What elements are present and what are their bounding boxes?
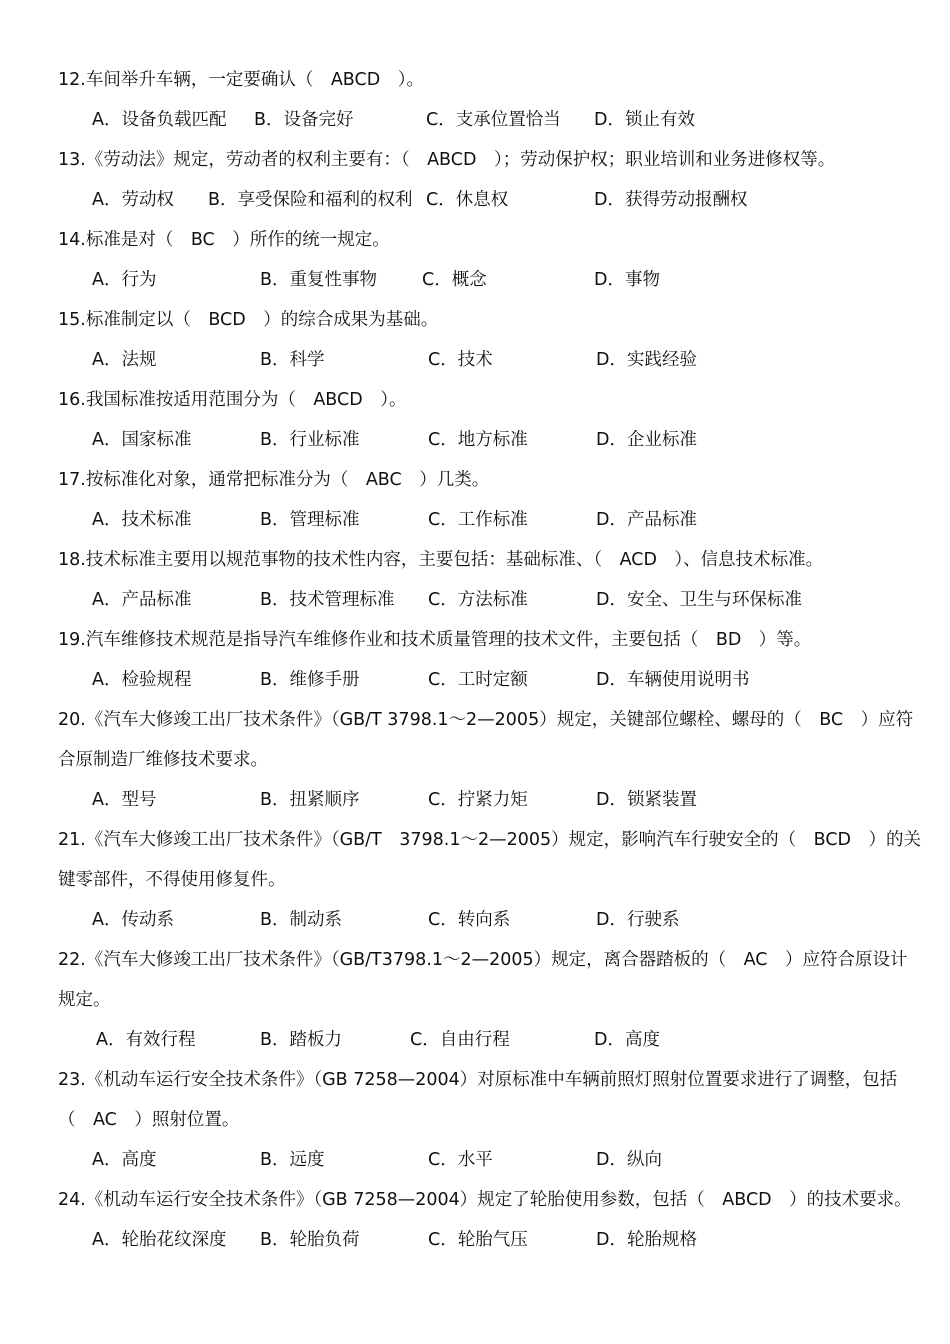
question-14-options bbox=[92, 260, 660, 300]
option-c: C．轮胎气压 bbox=[428, 1230, 528, 1250]
question-24-text: 24.《机动车运行安全技术条件》（GB 7258—2004）规定了轮胎使用参数，包括（ ABCD ）的技术要求。 bbox=[58, 1190, 912, 1210]
question-18-options bbox=[92, 580, 802, 620]
question-20-text-continued: 合原制造厂维修技术要求。 bbox=[58, 750, 268, 770]
question-24-options bbox=[92, 1220, 697, 1260]
question-17-text: 17.按标准化对象，通常把标准分为（ ABC ）几类。 bbox=[58, 470, 490, 490]
option-d: D．高度 bbox=[594, 1030, 660, 1050]
option-c: C．拧紧力矩 bbox=[428, 790, 528, 810]
question-15-options bbox=[92, 340, 697, 380]
option-d: D．锁止有效 bbox=[594, 110, 695, 130]
option-d: D．车辆使用说明书 bbox=[596, 670, 750, 690]
question-15-text: 15.标准制定以（ BCD ）的综合成果为基础。 bbox=[58, 310, 439, 330]
option-c: C．方法标准 bbox=[428, 590, 528, 610]
option-b: B．重复性事物 bbox=[260, 270, 378, 290]
option-b: B．轮胎负荷 bbox=[260, 1230, 360, 1250]
question-12-options bbox=[92, 100, 695, 140]
option-c: C．地方标准 bbox=[428, 430, 528, 450]
option-d: D．安全、卫生与环保标准 bbox=[596, 590, 802, 610]
option-b: B．踏板力 bbox=[260, 1030, 343, 1050]
option-a: A．国家标准 bbox=[92, 430, 192, 450]
question-13-text: 13.《劳动法》规定，劳动者的权利主要有：（ ABCD ）；劳动保护权；职业培训和业务进修权等。 bbox=[58, 150, 836, 170]
question-22-text-continued: 规定。 bbox=[58, 990, 111, 1010]
option-a: A．产品标准 bbox=[92, 590, 192, 610]
question-20-text: 20.《汽车大修竣工出厂技术条件》（GB/T 3798.1～2—2005）规定，关键部位螺栓、螺母的（ BC ）应符 bbox=[58, 710, 914, 730]
option-d: D．锁紧装置 bbox=[596, 790, 697, 810]
question-19-options bbox=[92, 660, 749, 700]
question-18-text: 18.技术标准主要用以规范事物的技术性内容，主要包括：基础标准、（ ACD ）、信息技术标准。 bbox=[58, 550, 824, 570]
option-d: D．轮胎规格 bbox=[596, 1230, 697, 1250]
option-a: A．行为 bbox=[92, 270, 157, 290]
option-d: D．事物 bbox=[594, 270, 660, 290]
question-12-text: 12.车间举升车辆，一定要确认（ ABCD ）。 bbox=[58, 70, 424, 90]
option-c: C．水平 bbox=[428, 1150, 493, 1170]
question-13-options bbox=[92, 180, 747, 220]
option-a: A．劳动权 bbox=[92, 190, 174, 210]
option-c: C．转向系 bbox=[428, 910, 511, 930]
option-a: A．检验规程 bbox=[92, 670, 192, 690]
option-b: B．科学 bbox=[260, 350, 325, 370]
option-c: C．技术 bbox=[428, 350, 493, 370]
option-b: B．行业标准 bbox=[260, 430, 360, 450]
question-17-options bbox=[92, 500, 697, 540]
option-b: B．技术管理标准 bbox=[260, 590, 395, 610]
option-b: B．享受保险和福利的权利 bbox=[208, 190, 413, 210]
option-d: D．获得劳动报酬权 bbox=[594, 190, 748, 210]
question-23-text: 23.《机动车运行安全技术条件》（GB 7258—2004）对原标准中车辆前照灯照射位置要求进行了调整，包括 bbox=[58, 1070, 898, 1090]
question-16-text: 16.我国标准按适用范围分为（ ABCD ）。 bbox=[58, 390, 407, 410]
option-c: C．支承位置恰当 bbox=[426, 110, 561, 130]
question-22-text: 22.《汽车大修竣工出厂技术条件》（GB/T3798.1～2—2005）规定，离合器踏板的（ AC ）应符合原设计 bbox=[58, 950, 908, 970]
option-a: A．轮胎花纹深度 bbox=[92, 1230, 227, 1250]
option-d: D．产品标准 bbox=[596, 510, 697, 530]
question-14-text: 14.标准是对（ BC ）所作的统一规定。 bbox=[58, 230, 390, 250]
option-a: A．型号 bbox=[92, 790, 157, 810]
option-c: C．概念 bbox=[422, 270, 487, 290]
option-d: D．行驶系 bbox=[596, 910, 680, 930]
option-a: A．高度 bbox=[92, 1150, 157, 1170]
question-23-options bbox=[92, 1140, 662, 1180]
option-d: D．纵向 bbox=[596, 1150, 662, 1170]
option-b: B．制动系 bbox=[260, 910, 343, 930]
option-d: D．实践经验 bbox=[596, 350, 697, 370]
option-b: B．远度 bbox=[260, 1150, 325, 1170]
option-a: A．传动系 bbox=[92, 910, 174, 930]
question-21-options bbox=[92, 900, 679, 940]
option-a: A．法规 bbox=[92, 350, 157, 370]
option-b: B．设备完好 bbox=[254, 110, 354, 130]
option-b: B．管理标准 bbox=[260, 510, 360, 530]
option-b: B．扭紧顺序 bbox=[260, 790, 360, 810]
question-21-text-continued: 键零部件，不得使用修复件。 bbox=[58, 870, 286, 890]
question-20-options bbox=[92, 780, 697, 820]
question-16-options bbox=[92, 420, 697, 460]
option-b: B．维修手册 bbox=[260, 670, 360, 690]
option-a: A．设备负载匹配 bbox=[92, 110, 227, 130]
option-c: C．休息权 bbox=[426, 190, 509, 210]
question-19-text: 19.汽车维修技术规范是指导汽车维修作业和技术质量管理的技术文件，主要包括（ BD ）等。 bbox=[58, 630, 812, 650]
question-23-text-continued: （ AC ）照射位置。 bbox=[58, 1110, 240, 1130]
question-21-text: 21.《汽车大修竣工出厂技术条件》（GB/T 3798.1～2—2005）规定，影响汽车行驶安全的（ BCD ）的关 bbox=[58, 830, 922, 850]
option-c: C．工作标准 bbox=[428, 510, 528, 530]
option-a: A．技术标准 bbox=[92, 510, 192, 530]
question-22-options bbox=[96, 1020, 660, 1060]
option-a: A．有效行程 bbox=[96, 1030, 196, 1050]
option-c: C．自由行程 bbox=[410, 1030, 510, 1050]
option-c: C．工时定额 bbox=[428, 670, 528, 690]
option-d: D．企业标准 bbox=[596, 430, 697, 450]
